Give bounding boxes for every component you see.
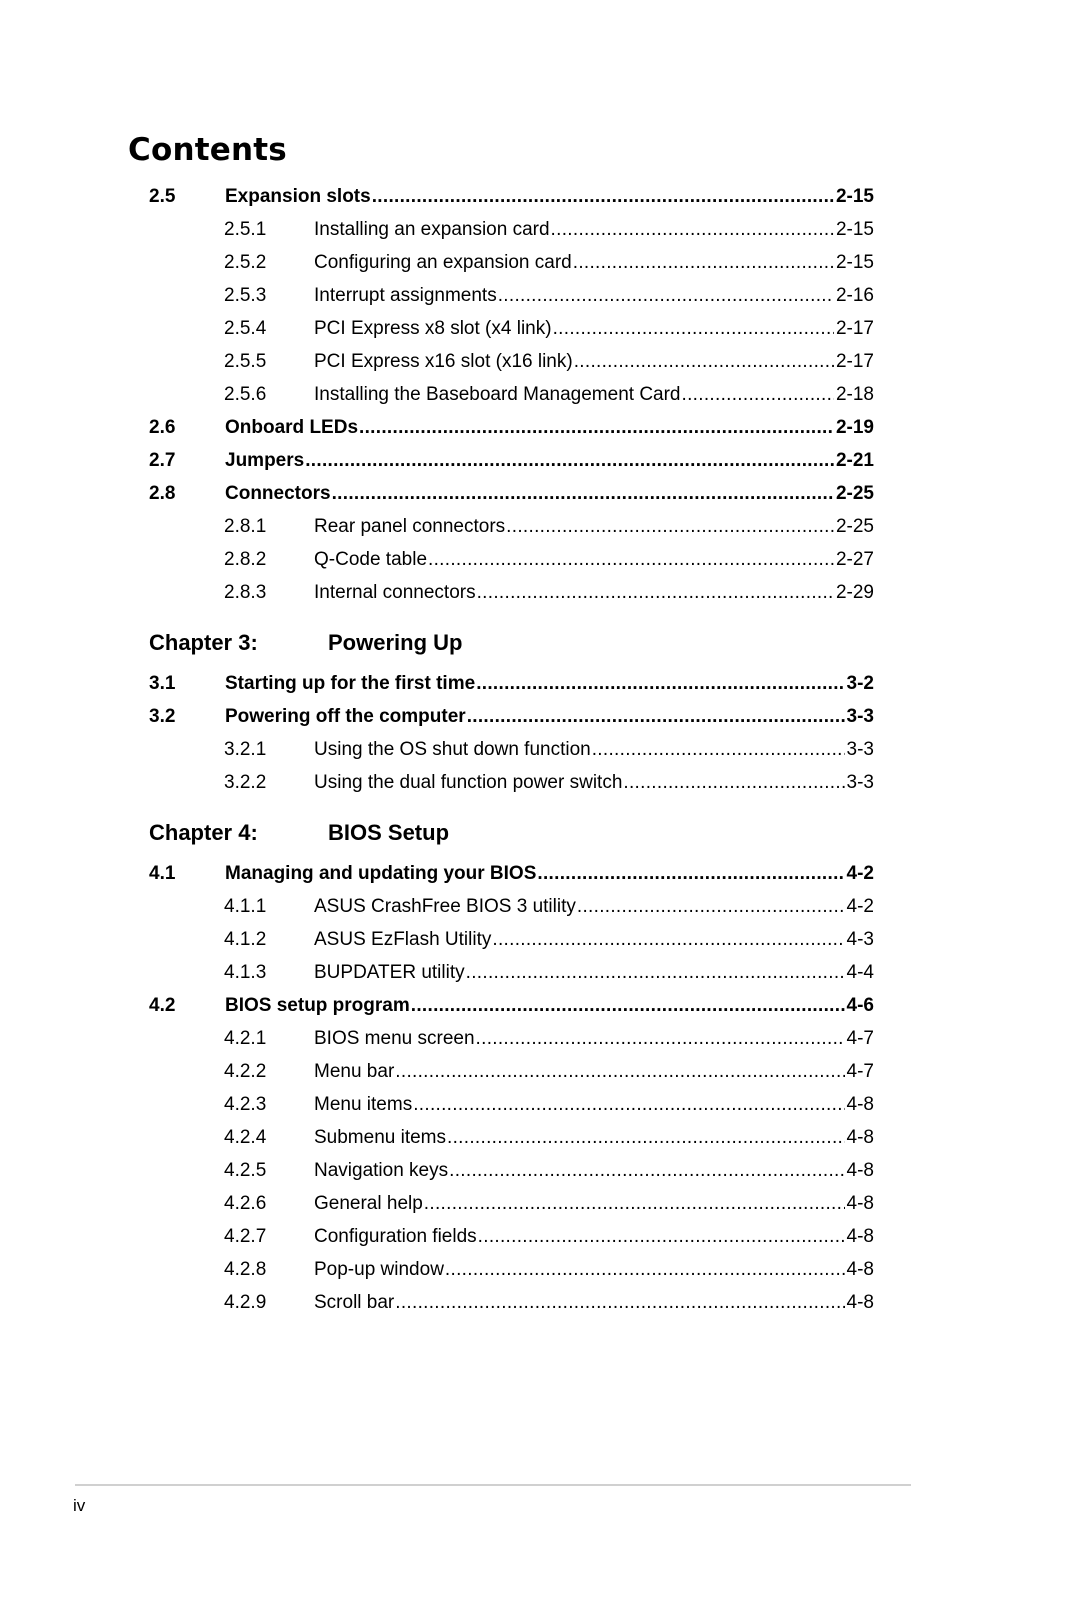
chapter-title: Powering Up xyxy=(328,630,463,655)
toc-entry-line xyxy=(225,180,874,213)
toc-entry-page: 4-7 xyxy=(846,1061,874,1082)
toc-subsection-entry[interactable] xyxy=(149,1088,874,1121)
toc-entry-page: 4-4 xyxy=(846,962,874,983)
toc-section-entry[interactable] xyxy=(149,444,874,477)
toc-entry-number: 4.2.5 xyxy=(224,1160,267,1181)
dot-leader xyxy=(428,543,834,576)
toc-entry-page: 4-7 xyxy=(846,1028,874,1049)
toc-entry-number: 4.1.1 xyxy=(224,896,267,917)
toc-entry-number: 2.7 xyxy=(149,450,176,471)
dot-leader xyxy=(478,1220,845,1253)
toc-entry-line xyxy=(314,378,874,411)
toc-entry-line xyxy=(314,733,874,766)
toc-entry-page: 4-8 xyxy=(846,1292,874,1313)
dot-leader xyxy=(553,312,834,345)
dot-leader xyxy=(411,989,845,1022)
toc-entry-page: 2-25 xyxy=(835,483,874,504)
toc-entry-label: ASUS EzFlash Utility xyxy=(314,929,492,950)
toc-entry-number: 4.2.1 xyxy=(224,1028,267,1049)
toc-entry-label: Starting up for the first time xyxy=(225,673,476,694)
toc-entry-line xyxy=(314,543,874,576)
dot-leader xyxy=(395,1055,844,1088)
toc-entry-label: Submenu items xyxy=(314,1127,447,1148)
toc-entry-number: 2.5.3 xyxy=(224,285,267,306)
footer-page-number: iv xyxy=(73,1496,86,1515)
toc-entry-page: 2-21 xyxy=(835,450,874,471)
dot-leader xyxy=(623,766,844,799)
toc-subsection-entry[interactable] xyxy=(149,345,874,378)
toc-entry-line xyxy=(314,1253,874,1286)
toc-entry-line xyxy=(314,1055,874,1088)
toc-section-entry[interactable] xyxy=(149,989,874,1022)
dot-leader xyxy=(537,857,844,890)
toc-entry-line xyxy=(314,923,874,956)
toc-entry-number: 2.8.1 xyxy=(224,516,267,537)
toc-entry-line xyxy=(225,989,874,1022)
toc-subsection-entry[interactable] xyxy=(149,1022,874,1055)
toc-entry-page: 2-25 xyxy=(835,516,874,537)
toc-entry-line xyxy=(225,857,874,890)
toc-entry-number: 2.5.2 xyxy=(224,252,267,273)
toc-entry-label: Jumpers xyxy=(225,450,305,471)
toc-entry-number: 2.5.4 xyxy=(224,318,267,339)
toc-entry-page: 4-2 xyxy=(846,896,874,917)
toc-entry-page: 2-15 xyxy=(835,252,874,273)
toc-entry-label: Managing and updating your BIOS xyxy=(225,863,537,884)
toc-entry-label: Using the dual function power switch xyxy=(314,772,623,793)
toc-entry-number: 3.2 xyxy=(149,706,176,727)
toc-entry-line xyxy=(314,1286,874,1319)
toc-entry-label: Connectors xyxy=(225,483,331,504)
toc-entry-line xyxy=(225,411,874,444)
toc-subsection-entry[interactable] xyxy=(149,890,874,923)
toc-entry-number: 3.2.1 xyxy=(224,739,267,760)
toc-section-entry[interactable] xyxy=(149,411,874,444)
toc-entry-page: 2-15 xyxy=(835,186,874,207)
toc-entry-label: PCI Express x8 slot (x4 link) xyxy=(314,318,552,339)
dot-leader xyxy=(395,1286,844,1319)
toc-subsection-entry[interactable] xyxy=(149,246,874,279)
toc-section-entry[interactable] xyxy=(149,477,874,510)
toc-entry-label: General help xyxy=(314,1193,423,1214)
toc-entry-page: 4-8 xyxy=(846,1127,874,1148)
dot-leader xyxy=(467,700,845,733)
toc-entry-page: 2-17 xyxy=(835,318,874,339)
dot-leader xyxy=(359,411,834,444)
chapter-title: BIOS Setup xyxy=(328,820,450,845)
toc-entry-number: 2.5.6 xyxy=(224,384,267,405)
toc-entry-page: 4-6 xyxy=(846,995,874,1016)
toc-entry-label: PCI Express x16 slot (x16 link) xyxy=(314,351,573,372)
dot-leader xyxy=(449,1154,844,1187)
dot-leader xyxy=(574,345,834,378)
toc-entry-label: Configuring an expansion card xyxy=(314,252,572,273)
dot-leader xyxy=(682,378,834,411)
toc-entry-label: Installing the Baseboard Management Card xyxy=(314,384,681,405)
toc-entry-line xyxy=(314,1022,874,1055)
dot-leader xyxy=(551,213,834,246)
toc-entry-number: 3.2.2 xyxy=(224,772,267,793)
toc-entry-page: 3-3 xyxy=(846,772,874,793)
dot-leader xyxy=(413,1088,844,1121)
toc-subsection-entry[interactable] xyxy=(149,576,874,609)
toc-entry-page: 4-3 xyxy=(846,929,874,950)
table-of-contents xyxy=(149,180,874,1319)
toc-subsection-entry[interactable] xyxy=(149,923,874,956)
toc-entry-line xyxy=(314,890,874,923)
toc-subsection-entry[interactable] xyxy=(149,1253,874,1286)
toc-section-entry[interactable] xyxy=(149,700,874,733)
toc-entry-line xyxy=(225,700,874,733)
toc-entry-number: 2.8 xyxy=(149,483,176,504)
page-title: Contents xyxy=(128,132,287,168)
toc-entry-label: Q-Code table xyxy=(314,549,428,570)
toc-entry-page: 2-27 xyxy=(835,549,874,570)
toc-entry-number: 2.8.2 xyxy=(224,549,267,570)
toc-entry-number: 2.8.3 xyxy=(224,582,267,603)
toc-entry-number: 2.6 xyxy=(149,417,176,438)
toc-entry-page: 2-29 xyxy=(835,582,874,603)
toc-entry-page: 2-15 xyxy=(835,219,874,240)
toc-entry-line xyxy=(314,345,874,378)
toc-section-entry[interactable] xyxy=(149,857,874,890)
dot-leader xyxy=(506,510,834,543)
toc-entry-line xyxy=(314,213,874,246)
toc-entry-label: BIOS setup program xyxy=(225,995,410,1016)
toc-entry-number: 4.2.3 xyxy=(224,1094,267,1115)
toc-entry-label: Internal connectors xyxy=(314,582,476,603)
toc-subsection-entry[interactable] xyxy=(149,1286,874,1319)
dot-leader xyxy=(592,733,845,766)
toc-entry-number: 4.1 xyxy=(149,863,176,884)
toc-entry-number: 4.1.2 xyxy=(224,929,267,950)
toc-entry-label: Navigation keys xyxy=(314,1160,449,1181)
toc-subsection-entry[interactable] xyxy=(149,1055,874,1088)
chapter-number: Chapter 4: xyxy=(149,820,258,845)
toc-entry-number: 2.5 xyxy=(149,186,176,207)
toc-subsection-entry[interactable] xyxy=(149,733,874,766)
toc-section-entry[interactable] xyxy=(149,180,874,213)
toc-entry-line xyxy=(314,766,874,799)
dot-leader xyxy=(476,1022,845,1055)
toc-entry-label: Configuration fields xyxy=(314,1226,477,1247)
chapter-heading xyxy=(149,619,874,667)
toc-entry-number: 4.2.2 xyxy=(224,1061,267,1082)
toc-entry-label: Menu items xyxy=(314,1094,413,1115)
dot-leader xyxy=(332,477,834,510)
toc-entry-label: ASUS CrashFree BIOS 3 utility xyxy=(314,896,576,917)
toc-section-entry[interactable] xyxy=(149,667,874,700)
toc-subsection-entry[interactable] xyxy=(149,279,874,312)
toc-entry-line xyxy=(314,1220,874,1253)
toc-entry-page: 3-3 xyxy=(846,739,874,760)
toc-entry-label: Interrupt assignments xyxy=(314,285,497,306)
toc-subsection-entry[interactable] xyxy=(149,1187,874,1220)
toc-entry-line xyxy=(225,667,874,700)
toc-entry-page: 4-2 xyxy=(846,863,874,884)
toc-entry-line xyxy=(314,1154,874,1187)
dot-leader xyxy=(498,279,834,312)
toc-entry-line xyxy=(314,1187,874,1220)
toc-subsection-entry[interactable] xyxy=(149,1220,874,1253)
toc-entry-number: 4.2.4 xyxy=(224,1127,267,1148)
toc-entry-page: 4-8 xyxy=(846,1193,874,1214)
toc-entry-page: 2-17 xyxy=(835,351,874,372)
chapter-heading xyxy=(149,809,874,857)
toc-entry-page: 4-8 xyxy=(846,1259,874,1280)
dot-leader xyxy=(424,1187,845,1220)
toc-subsection-entry[interactable] xyxy=(149,1121,874,1154)
toc-entry-line xyxy=(225,444,874,477)
dot-leader xyxy=(492,923,844,956)
toc-entry-line xyxy=(314,246,874,279)
dot-leader xyxy=(466,956,845,989)
toc-entry-page: 4-8 xyxy=(846,1160,874,1181)
dot-leader xyxy=(372,180,834,213)
toc-entry-label: Using the OS shut down function xyxy=(314,739,591,760)
toc-entry-page: 2-16 xyxy=(835,285,874,306)
toc-entry-label: Installing an expansion card xyxy=(314,219,550,240)
dot-leader xyxy=(476,667,844,700)
toc-entry-label: Powering off the computer xyxy=(225,706,466,727)
toc-entry-page: 4-8 xyxy=(846,1094,874,1115)
toc-entry-label: BIOS menu screen xyxy=(314,1028,475,1049)
toc-entry-line xyxy=(314,576,874,609)
dot-leader xyxy=(477,576,834,609)
toc-subsection-entry[interactable] xyxy=(149,378,874,411)
toc-entry-line xyxy=(225,477,874,510)
toc-entry-number: 4.1.3 xyxy=(224,962,267,983)
toc-entry-number: 4.2.6 xyxy=(224,1193,267,1214)
toc-subsection-entry[interactable] xyxy=(149,956,874,989)
toc-entry-line xyxy=(314,279,874,312)
toc-entry-number: 3.1 xyxy=(149,673,176,694)
toc-entry-label: Pop-up window xyxy=(314,1259,444,1280)
toc-subsection-entry[interactable] xyxy=(149,510,874,543)
toc-entry-label: Scroll bar xyxy=(314,1292,395,1313)
dot-leader xyxy=(447,1121,845,1154)
dot-leader xyxy=(573,246,834,279)
toc-subsection-entry[interactable] xyxy=(149,213,874,246)
toc-entry-line xyxy=(314,1121,874,1154)
toc-subsection-entry[interactable] xyxy=(149,766,874,799)
toc-subsection-entry[interactable] xyxy=(149,543,874,576)
toc-entry-number: 4.2.8 xyxy=(224,1259,267,1280)
toc-entry-label: Menu bar xyxy=(314,1061,395,1082)
toc-subsection-entry[interactable] xyxy=(149,1154,874,1187)
toc-entry-number: 4.2.7 xyxy=(224,1226,267,1247)
toc-entry-label: Rear panel connectors xyxy=(314,516,506,537)
toc-entry-page: 3-2 xyxy=(846,673,874,694)
toc-subsection-entry[interactable] xyxy=(149,312,874,345)
toc-entry-line xyxy=(314,956,874,989)
toc-entry-number: 4.2.9 xyxy=(224,1292,267,1313)
toc-entry-label: Expansion slots xyxy=(225,186,371,207)
toc-entry-label: Onboard LEDs xyxy=(225,417,359,438)
toc-entry-number: 4.2 xyxy=(149,995,176,1016)
footer-divider xyxy=(75,1484,911,1486)
dot-leader xyxy=(577,890,845,923)
dot-leader xyxy=(305,444,834,477)
toc-entry-page: 3-3 xyxy=(846,706,874,727)
toc-entry-number: 2.5.1 xyxy=(224,219,267,240)
toc-entry-number: 2.5.5 xyxy=(224,351,267,372)
dot-leader xyxy=(445,1253,845,1286)
toc-entry-page: 2-18 xyxy=(835,384,874,405)
toc-entry-label: BUPDATER utility xyxy=(314,962,465,983)
toc-entry-page: 2-19 xyxy=(835,417,874,438)
toc-entry-line xyxy=(314,312,874,345)
toc-entry-line xyxy=(314,1088,874,1121)
toc-entry-page: 4-8 xyxy=(846,1226,874,1247)
toc-entry-line xyxy=(314,510,874,543)
chapter-number: Chapter 3: xyxy=(149,630,258,655)
